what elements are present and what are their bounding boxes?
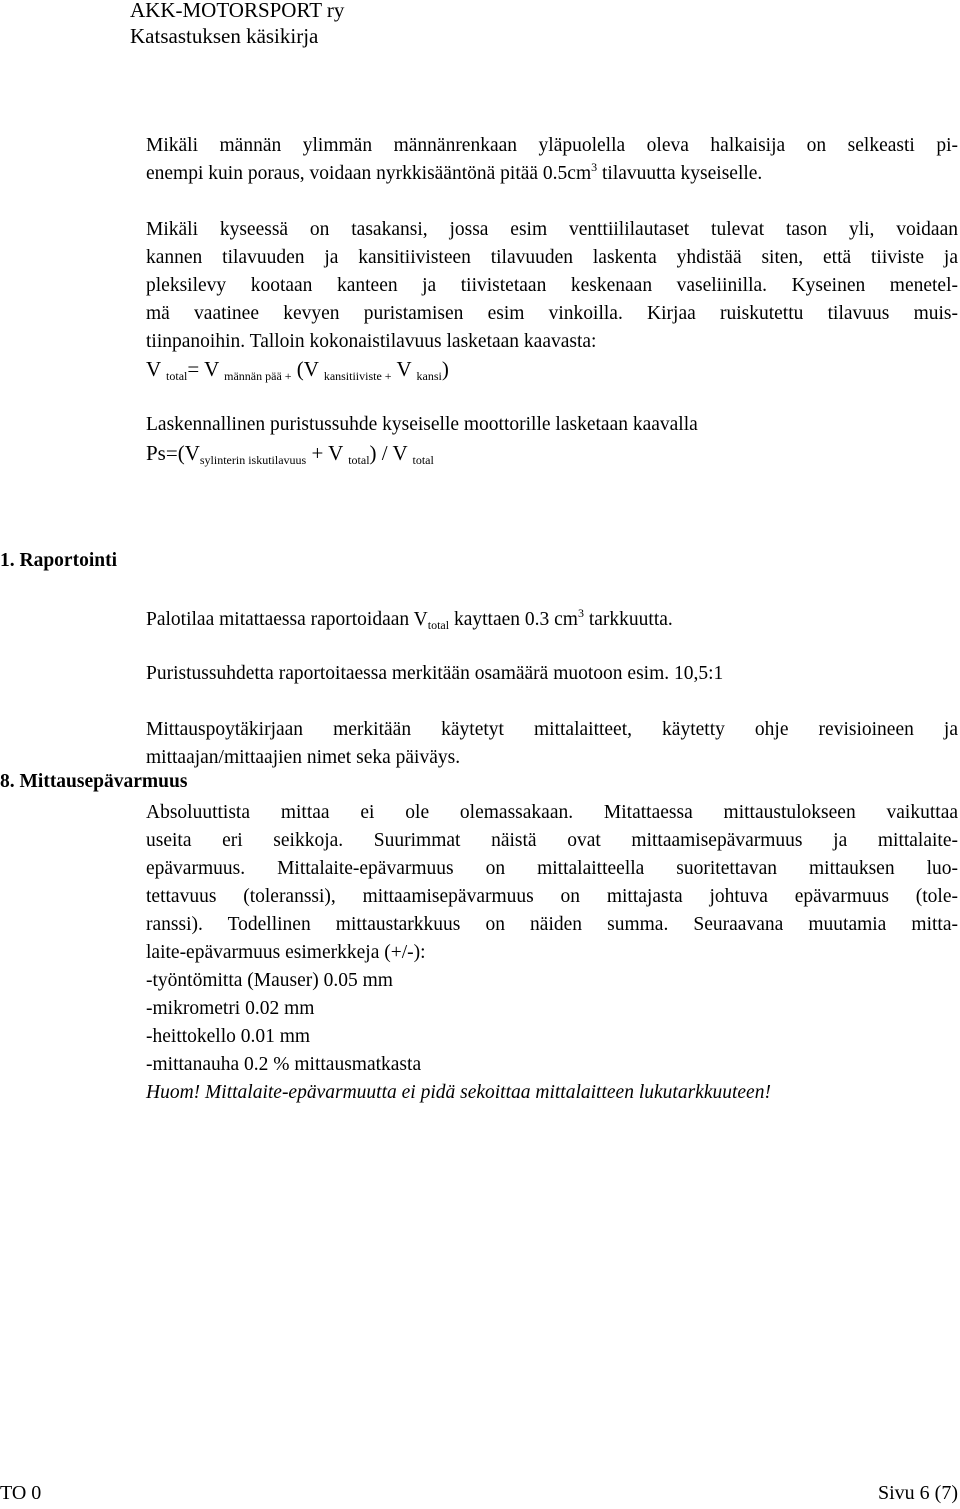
text: V (146, 357, 167, 381)
text: Ps=(V (146, 441, 200, 465)
paragraph-2-line-2: kannen tilavuuden ja kansitiivisteen tilavuuden laskenta yhdistää siten, että tiiviste ja (146, 247, 958, 268)
section-heading-raportointi: 1. Raportointi (0, 550, 117, 571)
subscript: total (427, 618, 450, 632)
superscript: 3 (577, 606, 584, 620)
paragraph-2-line-3: pleksilevy kootaan kanteen ja tiivistetaan keskenaan vaseliinilla. Kyseinen menetel- (146, 275, 958, 296)
superscript: 3 (591, 160, 598, 174)
raportointi-paragraph-2 (146, 660, 958, 688)
body-line: epävarmuus. Mittalaite-epävarmuus on mittalaitteella suoritettavan mittauksen luo- (146, 858, 958, 879)
subscript: kansi (416, 369, 442, 383)
text: + V (306, 441, 349, 465)
text: = V (187, 357, 225, 381)
list-item: -mikrometri 0.02 mm (146, 998, 315, 1019)
text: ) / V (369, 441, 413, 465)
subscript: total (412, 453, 434, 467)
text: Palotilaa mitattaessa raportoidaan V (146, 609, 428, 630)
text: ) (441, 357, 449, 381)
paragraph-2-line-1: Mikäli kyseessä on tasakansi, jossa esim venttiililautaset tulevat tason yli, voidaan (146, 219, 958, 240)
text: enempi kuin poraus, voidaan nyrkkisääntönä pitää 0.5cm (146, 163, 592, 184)
list-item: -heittokello 0.01 mm (146, 1026, 311, 1047)
raportointi-paragraph-3 (146, 716, 958, 772)
subscript: total (348, 453, 370, 467)
subscript: männän pää + (224, 369, 292, 383)
footer-doc-code: TO 0 (0, 1482, 42, 1504)
paragraph-1-line-1: Mikäli männän ylimmän männänrenkaan yläpuolella oleva halkaisija on selkeasti pi- (146, 135, 958, 156)
text: Mittauspoytäkirjaan merkitään käytetyt mittalaitteet, käytetty ohje revisioineen ja (146, 719, 958, 740)
text: V (391, 357, 417, 381)
paragraph-2-line-5: tiinpanoihin. Talloin kokonaistilavuus lasketaan kaavasta: (146, 331, 597, 352)
paragraph-1-line-2 (146, 160, 958, 188)
body-line: useita eri seikkoja. Suurimmat näistä ovat mittaamisepävarmuus ja mittalaite- (146, 830, 958, 851)
paragraph-3-text: Laskennallinen puristussuhde kyseiselle moottorille lasketaan kaavalla (146, 414, 698, 435)
formula-compression-ratio (146, 439, 958, 467)
section-heading-mittausepavarmuus: 8. Mittausepävarmuus (0, 771, 188, 792)
formula-total-volume (146, 355, 958, 383)
paragraph-1 (146, 132, 958, 188)
paragraph-2-line-4: mä vaatinee kevyen puristamisen esim vinkoilla. Kirjaa ruiskutettu tilavuus muis- (146, 303, 958, 324)
mittausepavarmuus-body (146, 799, 958, 1107)
list-item: -mittanauha 0.2 % mittausmatkasta (146, 1054, 422, 1075)
raportointi-paragraph-1 (146, 606, 958, 634)
body-line: Absoluuttista mittaa ei ole olemassakaan. Mitattaessa mittaustulokseen vaikuttaa (146, 802, 958, 823)
text: Puristussuhdetta raportoitaessa merkitään osamäärä muotoon esim. 10,5:1 (146, 663, 724, 684)
text: (V (291, 357, 324, 381)
body-line: tettavuus (toleranssi), mittaamisepävarmuus on mittajasta johtuva epävarmuus (tole- (146, 886, 958, 907)
footer-page-number: Sivu 6 (7) (878, 1482, 958, 1504)
text: kayttaen 0.3 cm (449, 609, 578, 630)
list-item: -työntömitta (Mauser) 0.05 mm (146, 970, 393, 991)
subscript: sylinterin iskutilavuus (199, 453, 307, 467)
text: mittaajan/mittaajien nimet seka päiväys. (146, 747, 461, 768)
note-text: Huom! Mittalaite-epävarmuutta ei pidä sekoittaa mittalaitteen lukutarkkuuteen! (146, 1082, 771, 1103)
body-line: ranssi). Todellinen mittaustarkkuus on näiden summa. Seuraavana muutamia mitta- (146, 914, 958, 935)
text: tarkkuutta. (583, 609, 673, 630)
subscript: total (166, 369, 188, 383)
header-org: AKK-MOTORSPORT ry (130, 0, 345, 22)
body-line: laite-epävarmuus esimerkkeja (+/-): (146, 942, 426, 963)
paragraph-2 (146, 216, 958, 356)
subscript: kansitiiviste + (323, 369, 392, 383)
header-doc-title: Katsastuksen käsikirja (130, 24, 319, 48)
text: tilavuutta kyseiselle. (597, 163, 763, 184)
paragraph-3 (146, 411, 958, 439)
